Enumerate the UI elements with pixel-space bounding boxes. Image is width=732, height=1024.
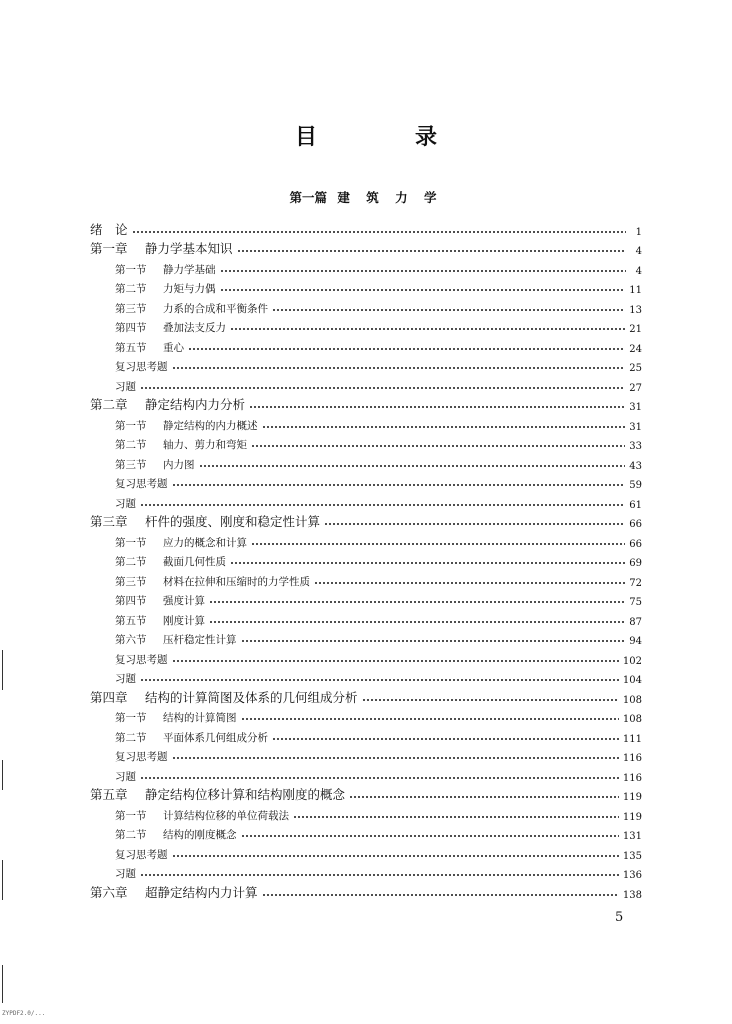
toc-entry-page: 119	[622, 811, 642, 823]
toc-section-entry[interactable]	[90, 472, 642, 492]
dot-leader	[172, 360, 626, 370]
toc-entry-number: 复习思考题	[115, 653, 168, 666]
dot-leader	[314, 575, 625, 585]
dot-leader	[293, 809, 619, 819]
toc-chapter-entry[interactable]	[90, 511, 642, 531]
dot-leader	[272, 302, 625, 312]
toc-chapter-entry[interactable]	[90, 686, 642, 706]
toc-entry-title: 静定结构内力分析	[145, 397, 246, 412]
toc-entry-number: 第五节	[115, 341, 147, 354]
dot-leader	[140, 672, 619, 682]
toc-chapter-entry[interactable]	[90, 784, 642, 804]
toc-entry-page: 33	[629, 441, 642, 452]
toc-entry-title: 结构的计算简图	[163, 712, 237, 724]
scan-edge-mark	[2, 650, 3, 690]
toc-section-entry[interactable]	[90, 589, 642, 609]
toc-entry-title: 平面体系几何组成分析	[163, 731, 268, 744]
toc-section-entry[interactable]	[90, 667, 642, 687]
toc-entry-page: 138	[622, 889, 642, 901]
toc-entry-page: 1	[635, 226, 642, 238]
toc-entry-page: 4	[635, 246, 642, 257]
dot-leader	[262, 887, 619, 897]
dot-leader	[251, 536, 625, 546]
toc-entry-number: 第二节	[115, 829, 147, 841]
scan-edge-mark	[2, 760, 3, 790]
toc-entry-title: 材料在拉伸和压缩时的力学性质	[163, 575, 310, 588]
toc-entry-number: 第六节	[115, 634, 147, 646]
toc-entry-number: 绪 论	[90, 221, 128, 237]
toc-section-entry[interactable]	[90, 355, 642, 375]
toc-entry-page: 11	[629, 285, 642, 296]
dot-leader	[324, 516, 625, 526]
toc-entry-page: 94	[629, 636, 642, 647]
dot-leader	[209, 614, 625, 624]
page-number: 5	[615, 910, 624, 925]
toc-section-entry[interactable]	[90, 316, 642, 336]
toc-entry-number: 复习思考题	[115, 478, 168, 490]
toc-entry-number: 第一节	[115, 263, 147, 276]
toc-entry-number: 第三节	[115, 302, 147, 315]
dot-leader	[362, 692, 619, 702]
toc-section-entry[interactable]	[90, 764, 642, 784]
dot-leader	[262, 419, 626, 429]
toc-entry-title: 压杆稳定性计算	[163, 634, 237, 646]
toc-entry-page: 108	[622, 694, 642, 706]
toc-entry-number: 习题	[115, 497, 136, 510]
dot-leader	[140, 380, 625, 390]
toc-entry-title: 静力学基础	[163, 263, 216, 276]
toc-section-entry[interactable]	[90, 842, 642, 862]
toc-entry-page: 104	[622, 675, 642, 686]
dot-leader	[140, 770, 619, 780]
toc-entry-page: 136	[622, 870, 642, 881]
dot-leader	[249, 399, 625, 409]
toc-entry-number: 第五章	[90, 787, 128, 802]
toc-entry-number: 习题	[115, 770, 136, 783]
toc-entry-number: 复习思考题	[115, 361, 168, 373]
scan-corner-label: ZYPDF2.0/...	[2, 1010, 46, 1017]
toc-entry-number: 第一节	[115, 809, 147, 822]
toc-section-entry[interactable]	[90, 257, 642, 277]
toc-entry-title: 应力的概念和计算	[163, 536, 247, 549]
toc-entry-page: 108	[622, 714, 642, 725]
dot-leader	[230, 321, 625, 331]
toc-entry-title: 内力图	[163, 458, 195, 471]
toc-entry-title: 重心	[163, 341, 184, 354]
dot-leader	[251, 438, 625, 448]
toc-entry-page: 66	[629, 538, 642, 550]
dot-leader	[172, 848, 619, 858]
toc-section-entry[interactable]	[90, 608, 642, 628]
toc-section-entry[interactable]	[90, 823, 642, 843]
toc-section-entry[interactable]	[90, 745, 642, 765]
toc-entry-number: 复习思考题	[115, 751, 168, 763]
toc-section-entry[interactable]	[90, 277, 642, 297]
toc-section-entry[interactable]	[90, 569, 642, 589]
toc-entry-page: 13	[629, 304, 642, 316]
part-label: 第一篇	[289, 190, 327, 205]
scan-edge-mark	[2, 860, 3, 900]
scan-edge-mark	[2, 965, 3, 1003]
toc-entry-title: 计算结构位移的单位荷载法	[163, 809, 289, 822]
toc-entry-page: 31	[629, 402, 642, 413]
toc-entry-number: 第二节	[115, 283, 147, 295]
toc-entry-page: 69	[629, 558, 642, 569]
toc-entry-number: 第五节	[115, 614, 147, 627]
toc-entry-number: 第四节	[115, 595, 147, 607]
toc-entry-page: 61	[629, 499, 642, 511]
toc-entry-number: 第六章	[90, 884, 128, 900]
toc-entry-number: 第一章	[90, 241, 128, 256]
toc-entry-number: 第一节	[115, 536, 147, 549]
toc-chapter-entry[interactable]	[90, 218, 642, 238]
toc-entry-number: 第一节	[115, 419, 147, 432]
toc-entry-title: 结构的刚度概念	[163, 829, 237, 841]
page-title: 目 录	[294, 124, 475, 150]
toc-entry-page: 66	[629, 519, 642, 530]
toc-entry-page: 25	[629, 363, 642, 374]
toc-entry-title: 静定结构位移计算和结构刚度的概念	[145, 787, 346, 802]
toc-entry-page: 116	[622, 753, 642, 764]
dot-leader	[199, 458, 626, 468]
toc-section-entry[interactable]	[90, 335, 642, 355]
toc-entry-title: 超静定结构内力计算	[145, 884, 258, 900]
part-heading	[0, 188, 732, 206]
toc-entry-page: 116	[622, 772, 642, 784]
toc-entry-page: 24	[629, 343, 642, 355]
toc-entry-title: 轴力、剪力和弯矩	[163, 439, 247, 451]
part-word: 建	[337, 190, 350, 205]
toc-entry-title: 静力学基本知识	[145, 241, 233, 256]
toc-entry-number: 习题	[115, 380, 136, 393]
toc-entry-page: 72	[629, 577, 642, 589]
toc-entry-title: 强度计算	[163, 595, 205, 607]
toc-entry-title: 结构的计算简图及体系的几何组成分析	[145, 689, 358, 705]
toc-chapter-entry[interactable]	[90, 394, 642, 414]
toc-entry-number: 第一节	[115, 712, 147, 724]
toc-entry-page: 135	[622, 850, 642, 862]
toc-section-entry[interactable]	[90, 491, 642, 511]
toc-entry-page: 87	[629, 616, 642, 628]
toc-entry-number: 习题	[115, 868, 136, 880]
toc-section-entry[interactable]	[90, 433, 642, 453]
dot-leader	[132, 224, 626, 234]
toc-section-entry[interactable]	[90, 725, 642, 745]
toc-entry-page: 75	[629, 597, 642, 608]
toc-entry-page: 119	[622, 792, 642, 803]
toc-section-entry[interactable]	[90, 452, 642, 472]
toc-entry-title: 截面几何性质	[163, 556, 226, 568]
dot-leader	[272, 731, 619, 741]
toc-entry-page: 31	[629, 421, 642, 433]
toc-entry-number: 第二章	[90, 397, 128, 412]
dot-leader	[349, 789, 619, 799]
toc-section-entry[interactable]	[90, 413, 642, 433]
toc-entry-number: 第四章	[90, 689, 128, 705]
dot-leader	[188, 341, 625, 351]
toc-entry-page: 131	[622, 831, 642, 842]
toc-entry-page: 59	[629, 480, 642, 491]
dot-leader	[241, 711, 619, 721]
toc-entry-number: 第三节	[115, 575, 147, 588]
toc-entry-title: 静定结构的内力概述	[163, 419, 258, 432]
dot-leader	[172, 477, 626, 487]
toc-section-entry[interactable]	[90, 706, 642, 726]
dot-leader	[241, 633, 626, 643]
toc-entry-number: 第二节	[115, 556, 147, 568]
part-word: 力	[395, 190, 408, 205]
toc-entry-title: 刚度计算	[163, 614, 205, 627]
dot-leader	[220, 263, 627, 273]
toc-entry-title: 力矩与力偶	[163, 283, 216, 295]
table-of-contents	[90, 218, 642, 901]
toc-entry-number: 习题	[115, 673, 136, 685]
dot-leader	[140, 867, 619, 877]
toc-chapter-entry[interactable]	[90, 881, 642, 901]
dot-leader	[230, 555, 625, 565]
toc-section-entry[interactable]	[90, 803, 642, 823]
toc-entry-title: 叠加法支反力	[163, 322, 226, 334]
toc-section-entry[interactable]	[90, 550, 642, 570]
toc-entry-number: 第二节	[115, 439, 147, 451]
dot-leader	[220, 282, 626, 292]
part-word: 筑	[366, 190, 379, 205]
toc-section-entry[interactable]	[90, 628, 642, 648]
part-word: 学	[423, 190, 437, 205]
toc-entry-page: 21	[629, 324, 642, 335]
toc-entry-page: 4	[635, 265, 642, 277]
toc-entry-number: 第四节	[115, 322, 147, 334]
toc-entry-page: 102	[622, 655, 642, 667]
dot-leader	[172, 653, 619, 663]
toc-entry-page: 43	[629, 460, 642, 472]
dot-leader	[209, 594, 625, 604]
toc-entry-number: 第三章	[90, 514, 128, 529]
toc-section-entry[interactable]	[90, 862, 642, 882]
toc-entry-title: 力系的合成和平衡条件	[163, 302, 268, 315]
dot-leader	[172, 750, 619, 760]
toc-entry-title: 杆件的强度、刚度和稳定性计算	[145, 514, 321, 529]
toc-chapter-entry[interactable]	[90, 238, 642, 258]
toc-entry-page: 27	[629, 382, 642, 394]
toc-section-entry[interactable]	[90, 296, 642, 316]
toc-entry-page: 111	[622, 733, 642, 745]
toc-section-entry[interactable]	[90, 530, 642, 550]
toc-entry-number: 第二节	[115, 731, 147, 744]
toc-section-entry[interactable]	[90, 647, 642, 667]
dot-leader	[140, 497, 625, 507]
dot-leader	[241, 828, 619, 838]
toc-section-entry[interactable]	[90, 374, 642, 394]
toc-entry-number: 第三节	[115, 458, 147, 471]
toc-entry-number: 复习思考题	[115, 848, 168, 861]
dot-leader	[237, 243, 626, 253]
